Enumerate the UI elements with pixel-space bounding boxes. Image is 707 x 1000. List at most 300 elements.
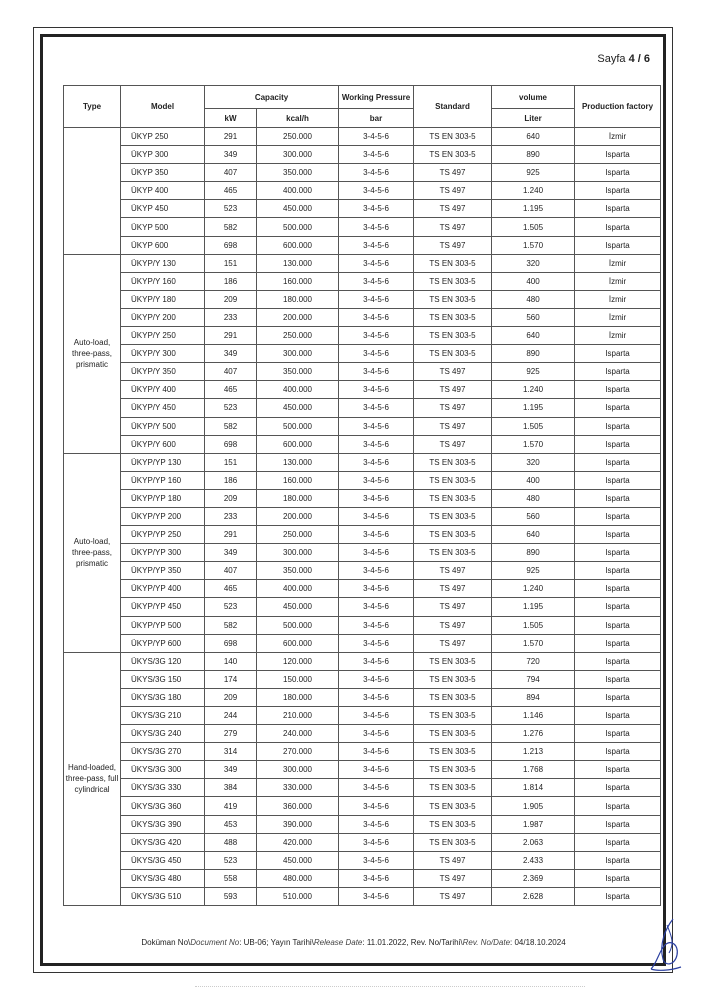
table-row: [64, 200, 661, 218]
pressure-cell: 3-4-5-6: [339, 363, 414, 381]
header-capacity: Capacity: [205, 86, 339, 109]
kw-cell: 314: [205, 743, 257, 761]
model-cell: ÜKYP/YP 130: [121, 453, 205, 471]
volume-cell: 890: [492, 146, 575, 164]
kw-cell: 291: [205, 327, 257, 345]
volume-cell: 1.505: [492, 616, 575, 634]
table-row: [64, 327, 661, 345]
kcal-cell: 240.000: [257, 725, 339, 743]
table-row: [64, 363, 661, 381]
model-cell: ÜKYS/3G 360: [121, 797, 205, 815]
model-cell: ÜKYP/YP 450: [121, 598, 205, 616]
standard-cell: TS EN 303-5: [414, 544, 492, 562]
pressure-cell: 3-4-5-6: [339, 399, 414, 417]
model-cell: ÜKYP/Y 160: [121, 272, 205, 290]
kcal-cell: 130.000: [257, 254, 339, 272]
factory-cell: Isparta: [575, 363, 661, 381]
factory-cell: Isparta: [575, 652, 661, 670]
standard-cell: TS EN 303-5: [414, 688, 492, 706]
kw-cell: 698: [205, 634, 257, 652]
model-cell: ÜKYP/YP 160: [121, 471, 205, 489]
pressure-cell: 3-4-5-6: [339, 146, 414, 164]
standard-cell: TS 497: [414, 236, 492, 254]
kw-cell: 698: [205, 236, 257, 254]
kcal-cell: 160.000: [257, 272, 339, 290]
factory-cell: Isparta: [575, 435, 661, 453]
standard-cell: TS EN 303-5: [414, 507, 492, 525]
pressure-cell: 3-4-5-6: [339, 308, 414, 326]
kw-cell: 558: [205, 869, 257, 887]
type-cell: Hand-loaded, three-pass, full cylindrical: [64, 652, 121, 905]
model-cell: ÜKYP 450: [121, 200, 205, 218]
table-row: [64, 417, 661, 435]
kw-cell: 523: [205, 851, 257, 869]
kw-cell: 349: [205, 761, 257, 779]
pressure-cell: 3-4-5-6: [339, 580, 414, 598]
kw-cell: 488: [205, 833, 257, 851]
standard-cell: TS 497: [414, 435, 492, 453]
pressure-cell: 3-4-5-6: [339, 598, 414, 616]
table-row: [64, 725, 661, 743]
table-row: [64, 797, 661, 815]
standard-cell: TS EN 303-5: [414, 146, 492, 164]
table-row: [64, 254, 661, 272]
volume-cell: 1.814: [492, 779, 575, 797]
model-cell: ÜKYP/Y 500: [121, 417, 205, 435]
factory-cell: Isparta: [575, 761, 661, 779]
kcal-cell: 500.000: [257, 616, 339, 634]
kw-cell: 465: [205, 381, 257, 399]
kcal-cell: 420.000: [257, 833, 339, 851]
kcal-cell: 400.000: [257, 381, 339, 399]
kcal-cell: 360.000: [257, 797, 339, 815]
kcal-cell: 150.000: [257, 670, 339, 688]
standard-cell: TS 497: [414, 164, 492, 182]
footer-doc-no-label: Doküman No\: [141, 938, 191, 947]
table-row: [64, 308, 661, 326]
pressure-cell: 3-4-5-6: [339, 562, 414, 580]
table-row: [64, 869, 661, 887]
pressure-cell: 3-4-5-6: [339, 797, 414, 815]
standard-cell: TS EN 303-5: [414, 290, 492, 308]
table-body: [64, 128, 661, 906]
kcal-cell: 450.000: [257, 200, 339, 218]
table-row: [64, 290, 661, 308]
kw-cell: 151: [205, 453, 257, 471]
kw-cell: 407: [205, 562, 257, 580]
footer-rev-label: Rev. No/Tarihi\: [410, 938, 463, 947]
kcal-cell: 350.000: [257, 363, 339, 381]
model-cell: ÜKYP/Y 130: [121, 254, 205, 272]
model-cell: ÜKYS/3G 150: [121, 670, 205, 688]
factory-cell: Isparta: [575, 779, 661, 797]
table-row: [64, 544, 661, 562]
volume-cell: 400: [492, 471, 575, 489]
volume-cell: 720: [492, 652, 575, 670]
volume-cell: 925: [492, 363, 575, 381]
kw-cell: 244: [205, 707, 257, 725]
kw-cell: 279: [205, 725, 257, 743]
factory-cell: Isparta: [575, 797, 661, 815]
volume-cell: 560: [492, 308, 575, 326]
kw-cell: 209: [205, 489, 257, 507]
model-cell: ÜKYP 600: [121, 236, 205, 254]
pressure-cell: 3-4-5-6: [339, 833, 414, 851]
document-footer: [0, 938, 707, 947]
volume-cell: 480: [492, 489, 575, 507]
factory-cell: Isparta: [575, 381, 661, 399]
factory-cell: Isparta: [575, 471, 661, 489]
model-cell: ÜKYS/3G 270: [121, 743, 205, 761]
kcal-cell: 300.000: [257, 345, 339, 363]
volume-cell: 320: [492, 254, 575, 272]
table-row: [64, 851, 661, 869]
type-cell: [64, 128, 121, 255]
volume-cell: 890: [492, 544, 575, 562]
kcal-cell: 210.000: [257, 707, 339, 725]
kw-cell: 349: [205, 544, 257, 562]
factory-cell: Isparta: [575, 345, 661, 363]
volume-cell: 925: [492, 164, 575, 182]
page-number-value: 4 / 6: [628, 53, 650, 65]
model-cell: ÜKYP/YP 250: [121, 526, 205, 544]
standard-cell: TS 497: [414, 218, 492, 236]
volume-cell: 2.433: [492, 851, 575, 869]
model-cell: ÜKYP/YP 300: [121, 544, 205, 562]
pressure-cell: 3-4-5-6: [339, 417, 414, 435]
kw-cell: 453: [205, 815, 257, 833]
kcal-cell: 300.000: [257, 544, 339, 562]
factory-cell: Isparta: [575, 887, 661, 905]
factory-cell: Isparta: [575, 743, 661, 761]
volume-cell: 2.369: [492, 869, 575, 887]
model-cell: ÜKYP 500: [121, 218, 205, 236]
kw-cell: 209: [205, 290, 257, 308]
table-row: [64, 616, 661, 634]
standard-cell: TS EN 303-5: [414, 725, 492, 743]
table-row: [64, 218, 661, 236]
page-number: [597, 53, 650, 65]
model-cell: ÜKYP 400: [121, 182, 205, 200]
factory-cell: Isparta: [575, 707, 661, 725]
kw-cell: 174: [205, 670, 257, 688]
pressure-cell: 3-4-5-6: [339, 182, 414, 200]
volume-cell: 1.505: [492, 218, 575, 236]
table-row: [64, 182, 661, 200]
model-cell: ÜKYS/3G 450: [121, 851, 205, 869]
pressure-cell: 3-4-5-6: [339, 507, 414, 525]
pressure-cell: 3-4-5-6: [339, 128, 414, 146]
kcal-cell: 160.000: [257, 471, 339, 489]
kw-cell: 151: [205, 254, 257, 272]
kcal-cell: 500.000: [257, 417, 339, 435]
factory-cell: Isparta: [575, 616, 661, 634]
model-cell: ÜKYS/3G 180: [121, 688, 205, 706]
pressure-cell: 3-4-5-6: [339, 236, 414, 254]
table-row: [64, 435, 661, 453]
model-cell: ÜKYS/3G 480: [121, 869, 205, 887]
pressure-cell: 3-4-5-6: [339, 544, 414, 562]
table-row: [64, 236, 661, 254]
kcal-cell: 180.000: [257, 489, 339, 507]
table-row: [64, 743, 661, 761]
kw-cell: 209: [205, 688, 257, 706]
standard-cell: TS 497: [414, 598, 492, 616]
model-cell: ÜKYS/3G 420: [121, 833, 205, 851]
model-cell: ÜKYS/3G 390: [121, 815, 205, 833]
volume-cell: 560: [492, 507, 575, 525]
standard-cell: TS EN 303-5: [414, 489, 492, 507]
volume-cell: 1.987: [492, 815, 575, 833]
model-cell: ÜKYP/YP 180: [121, 489, 205, 507]
volume-cell: 1.905: [492, 797, 575, 815]
footer-rev-value: : 04/18.10.2024: [510, 938, 566, 947]
volume-cell: 1.195: [492, 598, 575, 616]
footer-release-date: : 11.01.2022,: [362, 938, 411, 947]
standard-cell: TS 497: [414, 363, 492, 381]
table-row: [64, 526, 661, 544]
model-cell: ÜKYP/Y 300: [121, 345, 205, 363]
volume-cell: 320: [492, 453, 575, 471]
table-row: [64, 779, 661, 797]
factory-cell: İzmir: [575, 308, 661, 326]
table-row: [64, 815, 661, 833]
model-cell: ÜKYP/YP 400: [121, 580, 205, 598]
standard-cell: TS EN 303-5: [414, 815, 492, 833]
pressure-cell: 3-4-5-6: [339, 471, 414, 489]
kcal-cell: 250.000: [257, 526, 339, 544]
footer-release-label: Yayın Tarihi\: [270, 938, 314, 947]
volume-cell: 640: [492, 128, 575, 146]
standard-cell: TS EN 303-5: [414, 272, 492, 290]
kw-cell: 523: [205, 598, 257, 616]
pressure-cell: 3-4-5-6: [339, 327, 414, 345]
factory-cell: Isparta: [575, 526, 661, 544]
kw-cell: 698: [205, 435, 257, 453]
table-row: [64, 507, 661, 525]
header-kw: kW: [205, 109, 257, 128]
factory-cell: Isparta: [575, 815, 661, 833]
kcal-cell: 270.000: [257, 743, 339, 761]
kw-cell: 233: [205, 308, 257, 326]
factory-cell: Isparta: [575, 688, 661, 706]
table-row: [64, 272, 661, 290]
header-liter: Liter: [492, 109, 575, 128]
pressure-cell: 3-4-5-6: [339, 634, 414, 652]
kcal-cell: 600.000: [257, 634, 339, 652]
model-cell: ÜKYP/Y 180: [121, 290, 205, 308]
pressure-cell: 3-4-5-6: [339, 761, 414, 779]
factory-cell: İzmir: [575, 128, 661, 146]
table-row: [64, 164, 661, 182]
table-row: [64, 453, 661, 471]
factory-cell: Isparta: [575, 580, 661, 598]
kcal-cell: 250.000: [257, 327, 339, 345]
factory-cell: İzmir: [575, 327, 661, 345]
model-cell: ÜKYS/3G 210: [121, 707, 205, 725]
pressure-cell: 3-4-5-6: [339, 851, 414, 869]
kcal-cell: 400.000: [257, 182, 339, 200]
kw-cell: 384: [205, 779, 257, 797]
model-cell: ÜKYP/YP 500: [121, 616, 205, 634]
type-cell: Auto-load, three-pass, prismatic: [64, 254, 121, 453]
factory-cell: Isparta: [575, 670, 661, 688]
pressure-cell: 3-4-5-6: [339, 272, 414, 290]
standard-cell: TS 497: [414, 869, 492, 887]
standard-cell: TS 497: [414, 381, 492, 399]
table-row: [64, 761, 661, 779]
footer-doc-no: : UB-06;: [239, 938, 271, 947]
model-cell: ÜKYS/3G 510: [121, 887, 205, 905]
pressure-cell: 3-4-5-6: [339, 779, 414, 797]
kw-cell: 349: [205, 345, 257, 363]
signature-icon: [645, 915, 685, 975]
kw-cell: 407: [205, 363, 257, 381]
kw-cell: 233: [205, 507, 257, 525]
kcal-cell: 350.000: [257, 164, 339, 182]
pressure-cell: 3-4-5-6: [339, 743, 414, 761]
factory-cell: Isparta: [575, 851, 661, 869]
standard-cell: TS EN 303-5: [414, 761, 492, 779]
header-volume: volume: [492, 86, 575, 109]
pressure-cell: 3-4-5-6: [339, 526, 414, 544]
table-row: [64, 381, 661, 399]
header-type: Type: [64, 86, 121, 128]
factory-cell: İzmir: [575, 254, 661, 272]
factory-cell: Isparta: [575, 489, 661, 507]
factory-cell: Isparta: [575, 417, 661, 435]
header-production-factory: Production factory: [575, 86, 661, 128]
volume-cell: 2.628: [492, 887, 575, 905]
kw-cell: 419: [205, 797, 257, 815]
pressure-cell: 3-4-5-6: [339, 290, 414, 308]
standard-cell: TS EN 303-5: [414, 526, 492, 544]
kcal-cell: 200.000: [257, 308, 339, 326]
model-cell: ÜKYP/Y 600: [121, 435, 205, 453]
volume-cell: 480: [492, 290, 575, 308]
table-row: [64, 562, 661, 580]
kw-cell: 465: [205, 580, 257, 598]
kcal-cell: 600.000: [257, 435, 339, 453]
table-row: [64, 489, 661, 507]
kw-cell: 186: [205, 471, 257, 489]
volume-cell: 2.063: [492, 833, 575, 851]
table-row: [64, 598, 661, 616]
factory-cell: Isparta: [575, 200, 661, 218]
kcal-cell: 300.000: [257, 146, 339, 164]
kcal-cell: 450.000: [257, 399, 339, 417]
volume-cell: 794: [492, 670, 575, 688]
table-row: [64, 887, 661, 905]
kw-cell: 582: [205, 616, 257, 634]
table-row: [64, 580, 661, 598]
kcal-cell: 390.000: [257, 815, 339, 833]
kcal-cell: 510.000: [257, 887, 339, 905]
volume-cell: 1.240: [492, 580, 575, 598]
model-cell: ÜKYP/Y 350: [121, 363, 205, 381]
standard-cell: TS 497: [414, 200, 492, 218]
model-cell: ÜKYS/3G 120: [121, 652, 205, 670]
kcal-cell: 450.000: [257, 851, 339, 869]
volume-cell: 1.146: [492, 707, 575, 725]
kw-cell: 407: [205, 164, 257, 182]
volume-cell: 890: [492, 345, 575, 363]
factory-cell: Isparta: [575, 164, 661, 182]
table-row: [64, 128, 661, 146]
volume-cell: 400: [492, 272, 575, 290]
standard-cell: TS 497: [414, 634, 492, 652]
standard-cell: TS 497: [414, 851, 492, 869]
kw-cell: 582: [205, 218, 257, 236]
model-cell: ÜKYS/3G 240: [121, 725, 205, 743]
pressure-cell: 3-4-5-6: [339, 616, 414, 634]
table-row: [64, 707, 661, 725]
standard-cell: TS EN 303-5: [414, 670, 492, 688]
pressure-cell: 3-4-5-6: [339, 200, 414, 218]
kcal-cell: 480.000: [257, 869, 339, 887]
header-model: Model: [121, 86, 205, 128]
standard-cell: TS EN 303-5: [414, 833, 492, 851]
volume-cell: 640: [492, 327, 575, 345]
pressure-cell: 3-4-5-6: [339, 688, 414, 706]
pressure-cell: 3-4-5-6: [339, 725, 414, 743]
standard-cell: TS EN 303-5: [414, 128, 492, 146]
factory-cell: Isparta: [575, 236, 661, 254]
pressure-cell: 3-4-5-6: [339, 164, 414, 182]
pressure-cell: 3-4-5-6: [339, 887, 414, 905]
standard-cell: TS EN 303-5: [414, 453, 492, 471]
model-cell: ÜKYP/YP 350: [121, 562, 205, 580]
factory-cell: Isparta: [575, 453, 661, 471]
table-row: [64, 833, 661, 851]
standard-cell: TS 497: [414, 616, 492, 634]
standard-cell: TS 497: [414, 562, 492, 580]
kw-cell: 186: [205, 272, 257, 290]
standard-cell: TS EN 303-5: [414, 797, 492, 815]
kw-cell: 582: [205, 417, 257, 435]
pressure-cell: 3-4-5-6: [339, 218, 414, 236]
pressure-cell: 3-4-5-6: [339, 381, 414, 399]
header-standard: Standard: [414, 86, 492, 128]
kw-cell: 291: [205, 128, 257, 146]
standard-cell: TS EN 303-5: [414, 254, 492, 272]
factory-cell: İzmir: [575, 290, 661, 308]
standard-cell: TS EN 303-5: [414, 345, 492, 363]
model-cell: ÜKYS/3G 300: [121, 761, 205, 779]
factory-cell: Isparta: [575, 598, 661, 616]
kcal-cell: 300.000: [257, 761, 339, 779]
model-cell: ÜKYP 250: [121, 128, 205, 146]
factory-cell: Isparta: [575, 833, 661, 851]
model-cell: ÜKYP 300: [121, 146, 205, 164]
kcal-cell: 450.000: [257, 598, 339, 616]
volume-cell: 1.768: [492, 761, 575, 779]
header-kcal: kcal/h: [257, 109, 339, 128]
standard-cell: TS EN 303-5: [414, 471, 492, 489]
volume-cell: 925: [492, 562, 575, 580]
type-cell: Auto-load, three-pass, prismatic: [64, 453, 121, 652]
standard-cell: TS EN 303-5: [414, 707, 492, 725]
kcal-cell: 600.000: [257, 236, 339, 254]
table-row: [64, 670, 661, 688]
kcal-cell: 180.000: [257, 290, 339, 308]
volume-cell: 1.195: [492, 399, 575, 417]
kw-cell: 465: [205, 182, 257, 200]
kcal-cell: 400.000: [257, 580, 339, 598]
table-row: [64, 146, 661, 164]
model-cell: ÜKYP/Y 200: [121, 308, 205, 326]
factory-cell: Isparta: [575, 634, 661, 652]
